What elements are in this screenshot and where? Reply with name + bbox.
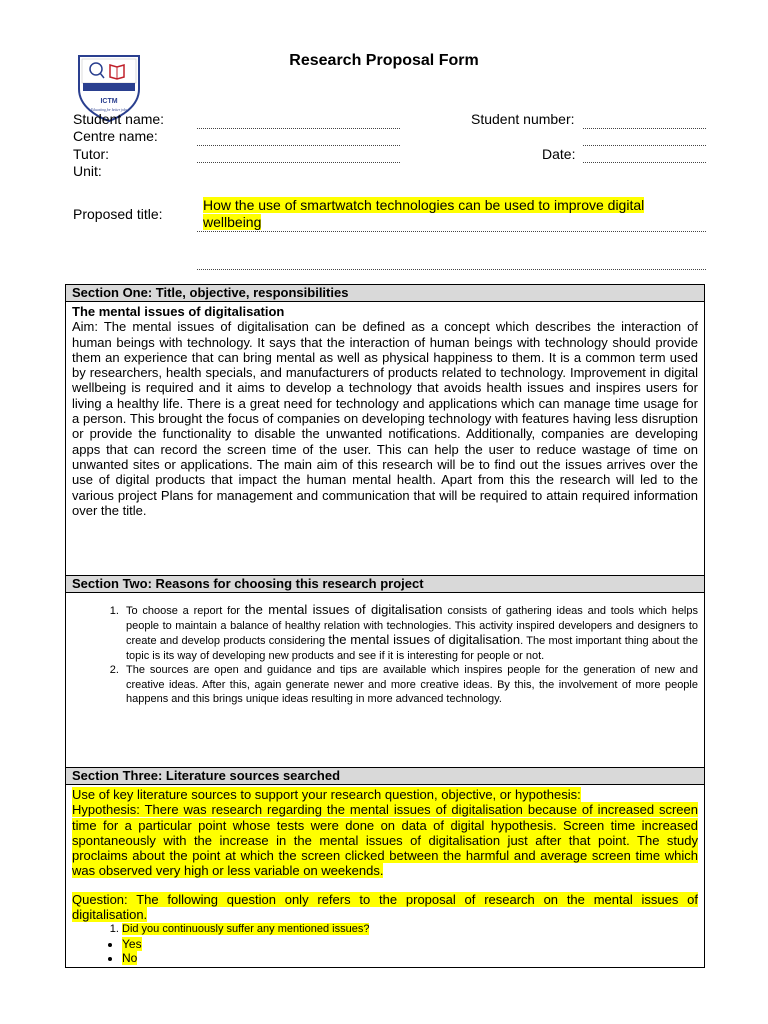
section-one-subheading: The mental issues of digitalisation (72, 304, 285, 319)
section-three-heading: Section Three: Literature sources searched (66, 768, 704, 785)
option-yes[interactable]: • Yes (122, 937, 698, 952)
student-number-label: Student number: (471, 111, 575, 127)
section-two-body[interactable] (66, 603, 704, 707)
date-label: Date: (542, 146, 576, 162)
section-three-body[interactable] (66, 785, 704, 966)
hypothesis-text: Hypothesis: There was research regarding the mental issues of digitalisation because of increased screen time for a particular point whose tests were done on data of digital hypothesis. Screen time increased spontaneously with the increase in the mental issues of digitalisation just after that point. The study proclaims about the point at which the screen clicked between the harmful and average screen time which was observed very high or less variable on weekends. (72, 802, 698, 879)
proposed-title-line-1 (197, 231, 706, 232)
proposed-title-text: How the use of smartwatch technologies can be used to improve digital wellbeing (203, 197, 645, 230)
reason-item-2: 2. The sources are open and guidance and tips are available which inspires people for the generation of new and creative ideas. After this, again generate newer and more creative ideas. By this, the involvement of more people happens and this brings unique ideas resulting in more advanced technology. (122, 663, 698, 707)
centre-name-label: Centre name: (73, 128, 158, 144)
option-no[interactable]: • No (122, 951, 698, 966)
date-field[interactable] (583, 162, 706, 163)
reasons-list (72, 603, 698, 707)
student-name-label: Student name: (73, 111, 165, 127)
proposed-title-value[interactable] (203, 197, 703, 231)
section-one-text: Aim: The mental issues of digitalisation can be defined as a concept which describes the interaction of human beings with technology. It says that the interaction of human beings with technology should provide them an experience that can bring mental as well as physical happiness to them. It is a common term used by researchers, health specials, and manufacturers of products related to technology. Improvement in digital wellbeing is required and it aims to develop a technology that avoids health issues and inspires users for living a healthy life. There is a great need for technology and applications which can manage time usage for a person. This brought the focus of companies on developing technology with features having less disruption or provide the functionality to disable the unwanted notifications. Additionally, companies are developing apps that can record the screen time of the user. This can help the user to reduce wastage of time on unwanted sites or applications. The main aim of this research will be to find out the issues arrives over the use of digital products that impact the human mental health. Apart from this the research will led to the various project Plans for management and communication that will be required to attain required information over the title. (72, 319, 698, 518)
section-one-body[interactable] (66, 302, 704, 518)
section-three (65, 767, 705, 968)
student-number-field-2[interactable] (583, 145, 706, 146)
student-name-field[interactable] (197, 128, 400, 129)
section-two (65, 575, 705, 768)
unit-label: Unit: (73, 163, 102, 179)
section-one-heading: Section One: Title, objective, responsibilities (66, 285, 704, 302)
tutor-field[interactable] (197, 162, 400, 163)
form-title: Research Proposal Form (289, 52, 479, 69)
question-item-1: 1. Did you continuously suffer any mentioned issues? (122, 922, 698, 937)
question-text: Question: The following question only refers to the proposal of research on the mental issues of digitalisation. (72, 891, 698, 923)
logo-motto: Educating for better jobs (90, 108, 128, 112)
proposed-title-label: Proposed title: (73, 206, 163, 222)
tutor-label: Tutor: (73, 146, 110, 162)
section-one (65, 284, 705, 576)
centre-name-field[interactable] (197, 145, 400, 146)
section-two-heading: Section Two: Reasons for choosing this research project (66, 576, 704, 593)
reason-item-1: 1. To choose a report for the mental issues of digitalisation consists of gathering ideas and tools which helps people to maintain a balance of healthy relation with technologies. This activity inspired developers and designers to create and develop products considering the mental issues of digitalisation. The most important thing about the topic is its way of developing new products and see if it is interesting for people or not. (122, 603, 698, 663)
student-number-field[interactable] (583, 128, 706, 129)
question-list (72, 922, 698, 937)
proposed-title-line-2[interactable] (197, 269, 706, 270)
answer-options (72, 937, 698, 966)
logo-text: ICTM (100, 98, 118, 105)
literature-intro: Use of key literature sources to support your research question, objective, or hypothesis: (72, 787, 581, 802)
